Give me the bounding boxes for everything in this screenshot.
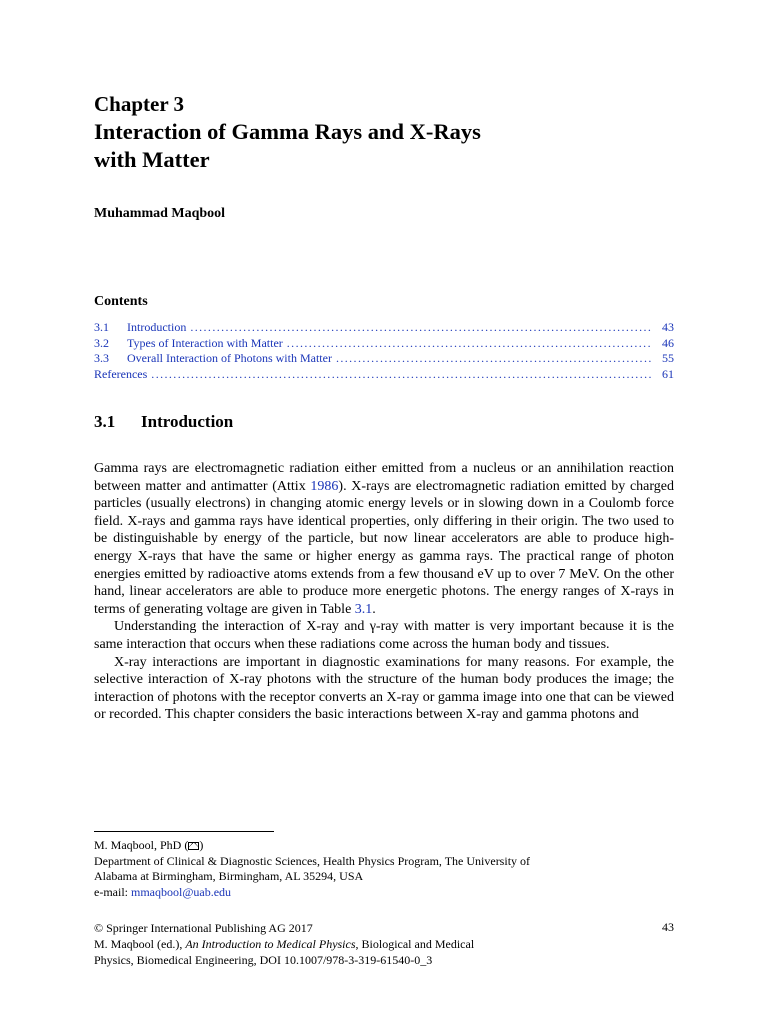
- section-number: 3.1: [94, 412, 116, 431]
- toc-entry-title[interactable]: References: [94, 366, 148, 381]
- toc-leader-dots: [190, 320, 652, 336]
- toc-entry-title[interactable]: Overall Interaction of Photons with Matter: [127, 351, 332, 366]
- footnote-email-line: [94, 885, 674, 901]
- citation-text-a: M. Maqbool (ed.),: [94, 937, 186, 951]
- toc-entry-3-1[interactable]: [94, 320, 674, 336]
- chapter-title: [94, 118, 654, 174]
- book-title: An Introduction to Medical Physics: [185, 937, 356, 951]
- chapter-title-line2: with Matter: [94, 147, 210, 172]
- footnote-author-line: [94, 838, 674, 854]
- envelope-icon: [188, 842, 199, 850]
- toc-entry-page[interactable]: 46: [662, 335, 674, 350]
- footnote-email-label: e-mail:: [94, 884, 131, 899]
- author-name: Muhammad Maqbool: [94, 206, 226, 221]
- table-reference-link[interactable]: 3.1: [354, 601, 373, 617]
- footnote-author: M. Maqbool, PhD (: [94, 838, 189, 852]
- citation-line1: [94, 936, 674, 952]
- toc-entry-3-3[interactable]: [94, 351, 674, 367]
- paragraph-1-text-a: Gamma rays are electromagnetic radiation either emitted from a nucleus or an annihilation reaction between matter and antimatter (Attix: [94, 461, 674, 494]
- toc-entry-title[interactable]: Types of Interaction with Matter: [127, 335, 283, 350]
- toc-entry-page[interactable]: 55: [662, 351, 674, 366]
- citation-line2: Physics, Biomedical Engineering, DOI 10.1007/978-3-319-61540-0_3: [94, 953, 433, 967]
- chapter-label: Chapter 3: [94, 92, 185, 116]
- toc-entry-title[interactable]: Introduction: [127, 320, 187, 334]
- copyright-line: © Springer International Publishing AG 2017: [94, 921, 313, 935]
- email-link[interactable]: mmaqbool@uab.edu: [130, 884, 232, 899]
- chapter-title-line1: Interaction of Gamma Rays and X-Rays: [94, 119, 481, 144]
- paragraph-1: [94, 460, 674, 618]
- body-text: [94, 460, 674, 724]
- toc-entry-number: 3.3: [94, 351, 109, 366]
- toc-entry-references[interactable]: [94, 367, 674, 383]
- table-of-contents: [94, 320, 674, 382]
- paragraph-2: Understanding the interaction of X-ray and γ-ray with matter is very important because it is the same interaction that occurs when these radiations come across the human body and tissues.: [94, 619, 674, 652]
- paragraph-1-text-c: .: [372, 601, 376, 617]
- toc-entry-page[interactable]: 61: [662, 366, 674, 381]
- citation-text-b: , Biological and Medical: [355, 937, 475, 951]
- toc-leader-dots: [336, 351, 652, 367]
- section-heading: [94, 412, 233, 432]
- footnote-divider: [94, 831, 274, 832]
- toc-entry-number: 3.2: [94, 335, 109, 350]
- author-footnote: [94, 838, 674, 900]
- toc-entry-3-2[interactable]: [94, 336, 674, 352]
- toc-entry-page[interactable]: 43: [662, 320, 674, 334]
- toc-entry-number: 3.1: [94, 320, 109, 334]
- toc-leader-dots: [287, 336, 652, 352]
- paragraph-3: X-ray interactions are important in diagnostic examinations for many reasons. For example, the selective interaction of X-ray photons with the structure of the human body produces the image; the interaction of photons with the receptor converts an X-ray or gamma image into one that can be viewed or recorded. This chapter considers the basic interactions between X-ray and gamma photons and: [94, 654, 674, 723]
- section-title: Introduction: [141, 412, 234, 431]
- publisher-info: [94, 920, 674, 968]
- footnote-author-end: ): [199, 838, 204, 852]
- toc-leader-dots: [151, 367, 652, 383]
- page-number: 43: [662, 920, 674, 934]
- footnote-department-line1: Department of Clinical & Diagnostic Sciences, Health Physics Program, The University of: [94, 853, 531, 868]
- footnote-department-line2: Alabama at Birmingham, Birmingham, AL 35294, USA: [94, 869, 364, 884]
- paragraph-1-text-b: ). X-rays are electromagnetic radiation emitted by charged particles (usually electrons) in changing atomic energy levels or in slowing down in a Coulomb force field. X-rays and gamma rays have identical properties, only differing in their origin. The two used to be distinguishable by energy of the particle, but now linear accelerators are able to produce high-energy X-rays that have the same or higher energy as gamma rays. The practical range of photon energies emitted by radioactive atoms extends from a few thousand eV up to over 7 MeV. On the other hand, linear accelerators are able to produce more energetic photons. The energy ranges of X-rays in terms of generating voltage are given in Table: [94, 478, 675, 617]
- citation-link[interactable]: 1986: [310, 478, 339, 494]
- contents-heading: Contents: [94, 294, 148, 309]
